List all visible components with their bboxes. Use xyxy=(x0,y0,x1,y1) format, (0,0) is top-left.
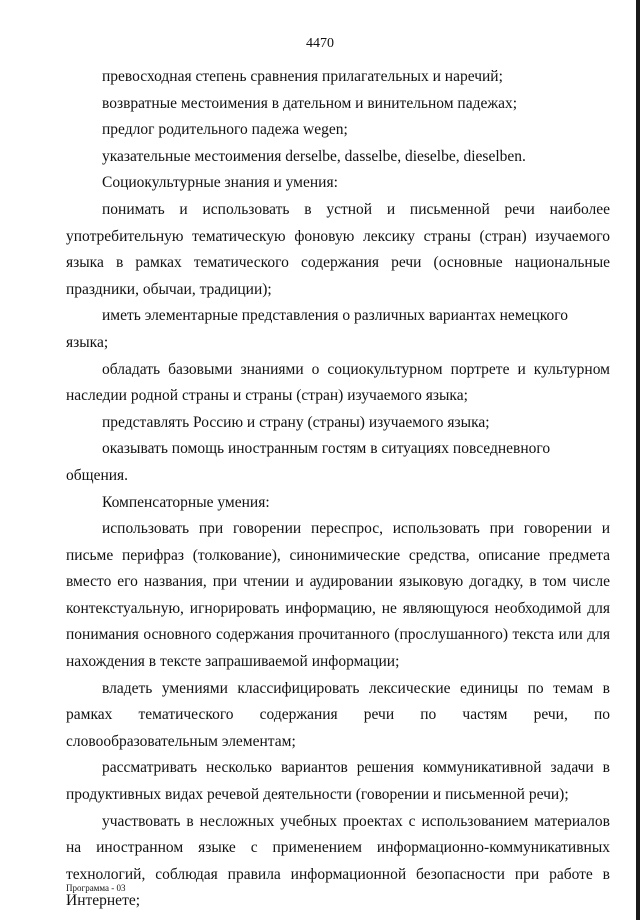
section-heading: Компенсаторные умения: xyxy=(102,493,270,511)
paragraph: рассматривать несколько вариантов решения коммуникативной задачи в продуктивных видах речевой деятельности (говорении и письменной речи); xyxy=(66,759,610,804)
paragraph: оказывать помощь иностранным гостям в ситуациях повседневного общения. xyxy=(66,440,551,484)
paragraph: предлог родительного падежа wegen; xyxy=(102,121,348,139)
paragraph: понимать и использовать в устной и письменной речи наиболее употребительную тематическую фоновую лексику страны (стран) изучаемого языка в рамках тематического содержания речи (основные национальные праздники, обычаи, традиции); xyxy=(66,200,610,298)
paragraph: представлять Россию и страну (страны) изучаемого языка; xyxy=(102,413,490,431)
paragraph: иметь элементарные представления о различных вариантах немецкого языка; xyxy=(66,307,568,351)
footer-program-code: Программа - 03 xyxy=(66,883,126,893)
paragraph: владеть умениями классифицировать лексические единицы по темам в рамках тематического содержания речи по частям речи, по словообразовательным элементам; xyxy=(66,679,610,750)
scan-edge xyxy=(636,0,640,920)
body-text xyxy=(66,64,610,915)
section-heading: Социокультурные знания и умения: xyxy=(102,174,338,192)
paragraph: участвовать в несложных учебных проектах с использованием материалов на иностранном языке с применением информационно-коммуникативных технологий, соблюдая правила информационной безопасности при работе в Интернете; xyxy=(66,812,610,910)
paragraph: возвратные местоимения в дательном и винительном падежах; xyxy=(102,94,518,112)
page-number: 4470 xyxy=(306,36,334,51)
paragraph: обладать базовыми знаниями о социокультурном портрете и культурном наследии родной страны и страны (стран) изучаемого языка; xyxy=(66,360,610,405)
paragraph: указательные местоимения derselbe, dasselbe, dieselbe, dieselben. xyxy=(102,147,526,165)
paragraph: использовать при говорении переспрос, использовать при говорении и письме перифраз (толкование), синонимические средства, описание предмета вместо его названия, при чтении и аудировании языковую догадку, в том числе контекстуальную, игнорировать информацию, не являющуюся необходимой для понимания основного содержания прочитанного (прослушанного) текста или для нахождения в тексте запрашиваемой информации; xyxy=(66,520,610,671)
paragraph: превосходная степень сравнения прилагательных и наречий; xyxy=(102,68,503,85)
